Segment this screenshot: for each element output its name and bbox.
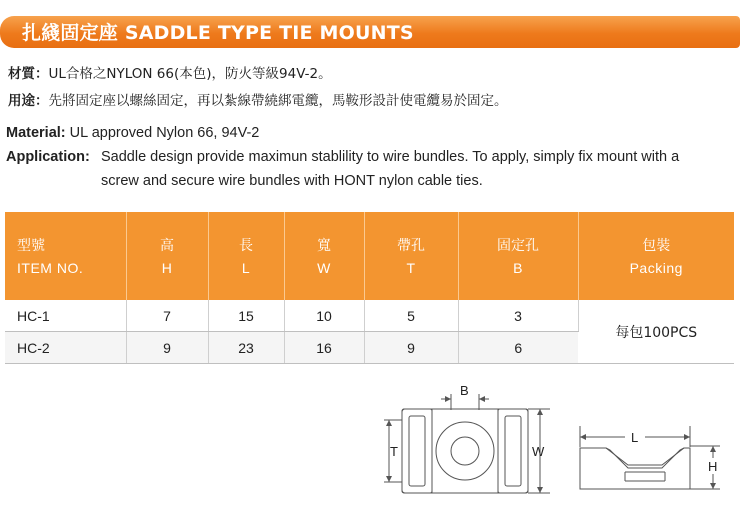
cell-b: 6	[458, 332, 578, 364]
top-view-right-tab	[498, 409, 528, 493]
en-material-text: UL approved Nylon 66, 94V-2	[65, 125, 260, 141]
dim-w-label: W	[532, 444, 545, 459]
cell-w: 16	[284, 332, 364, 364]
dim-b-label: B	[460, 383, 469, 398]
zh-material-text: UL合格之NYLON 66(本色)，防火等級94V-2。	[48, 66, 332, 82]
spec-table	[5, 212, 734, 364]
side-view-drawing	[570, 420, 730, 500]
top-view-boss	[436, 422, 494, 480]
cell-l: 15	[208, 300, 284, 332]
header-packing: 包裝 Packing	[578, 212, 734, 300]
cell-t: 9	[364, 332, 458, 364]
zh-usage-text: 先將固定座以螺絲固定，再以紮線帶繞綁電纜，馬鞍形設計使電纜易於固定。	[48, 93, 508, 109]
zh-material-line	[8, 64, 332, 84]
header-l: 長 L	[208, 212, 284, 300]
dim-h-label: H	[708, 459, 718, 474]
dim-t-label: T	[390, 444, 398, 459]
cell-item: HC-2	[5, 332, 126, 364]
en-application-label-line	[6, 147, 90, 167]
cell-b: 3	[458, 300, 578, 332]
top-view-drawing	[380, 380, 560, 510]
en-application-line-1: Saddle design provide maximun stablility to wire bundles. To apply, simply fix mount with a	[101, 149, 680, 165]
en-material-line	[6, 123, 259, 143]
cell-t: 5	[364, 300, 458, 332]
header-t: 帶孔 T	[364, 212, 458, 300]
table-header-row	[5, 212, 734, 300]
cell-packing: 每包100PCS	[578, 300, 734, 364]
top-view-left-tab	[402, 409, 432, 493]
zh-usage-line	[8, 91, 508, 111]
zh-usage-label: 用途：	[8, 93, 49, 109]
zh-material-label: 材質：	[8, 66, 49, 82]
cell-l: 23	[208, 332, 284, 364]
dim-l-label: L	[631, 430, 639, 445]
top-view-screw-hole	[451, 437, 479, 465]
en-application-line-2: screw and secure wire bundles with HONT nylon cable ties.	[101, 173, 483, 189]
en-application-label: Application:	[6, 149, 90, 165]
header-item-no: 型號 ITEM NO.	[5, 212, 126, 300]
cell-item: HC-1	[5, 300, 126, 332]
cell-w: 10	[284, 300, 364, 332]
table-row	[5, 300, 734, 332]
header-w: 寬 W	[284, 212, 364, 300]
page-title: 扎綫固定座 SADDLE TYPE TIE MOUNTS	[22, 22, 414, 44]
header-b: 固定孔 B	[458, 212, 578, 300]
en-material-label: Material:	[6, 125, 66, 141]
header-h: 高 H	[126, 212, 208, 300]
cell-h: 9	[126, 332, 208, 364]
cell-h: 7	[126, 300, 208, 332]
